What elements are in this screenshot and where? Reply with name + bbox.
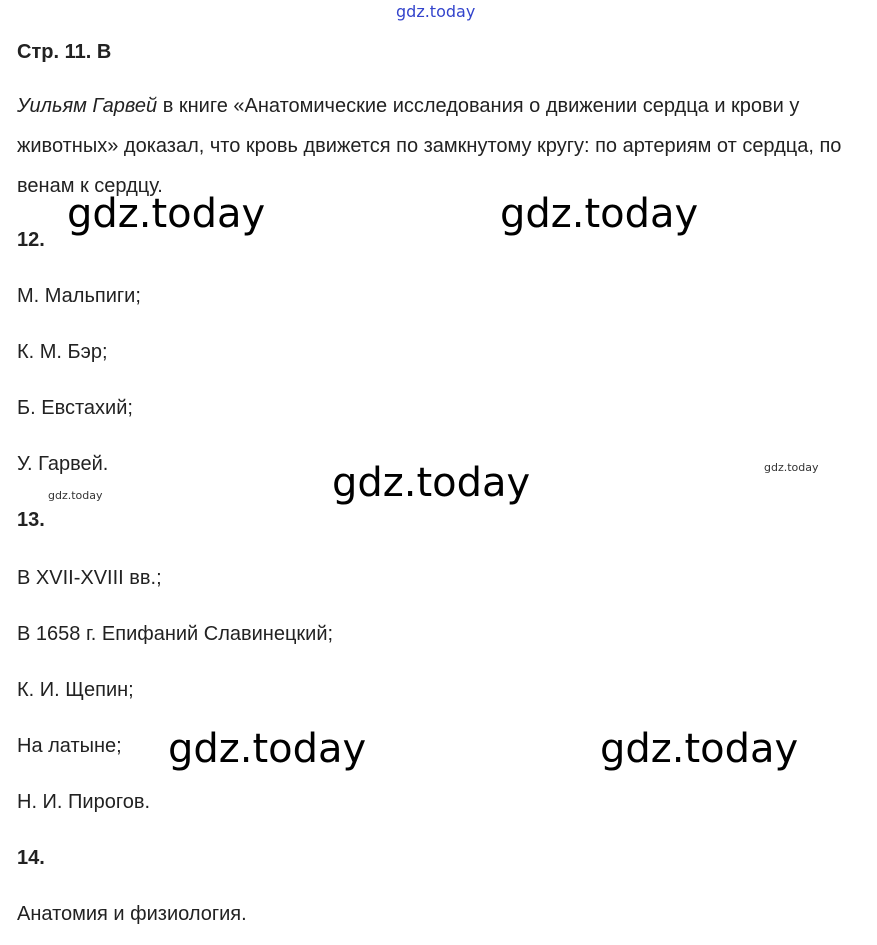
paragraph-text: в книге «Анатомические исследования о движении сердца и крови у животных» доказал, что кровь движется по замкнутому кругу: по артериям от сердца, по венам к сердцу. bbox=[17, 95, 842, 197]
watermark-top: gdz.today bbox=[396, 2, 476, 21]
watermark: gdz.today bbox=[67, 191, 266, 237]
author-name: Уильям Гарвей bbox=[17, 95, 158, 117]
list-item: У. Гарвей. bbox=[17, 453, 109, 475]
list-item: Н. И. Пирогов. bbox=[17, 791, 150, 813]
watermark-small: gdz.today bbox=[764, 461, 819, 474]
list-item: В XVII-XVIII вв.; bbox=[17, 567, 162, 589]
watermark: gdz.today bbox=[332, 460, 531, 506]
list-item: К. И. Щепин; bbox=[17, 679, 134, 701]
list-item: Анатомия и физиология. bbox=[17, 903, 247, 925]
intro-paragraph bbox=[17, 86, 867, 206]
watermark: gdz.today bbox=[600, 726, 799, 772]
watermark: gdz.today bbox=[168, 726, 367, 772]
section-number: 14. bbox=[17, 847, 45, 869]
list-item: М. Мальпиги; bbox=[17, 285, 141, 307]
watermark: gdz.today bbox=[500, 191, 699, 237]
page-heading: Стр. 11. В bbox=[17, 41, 112, 63]
watermark-small: gdz.today bbox=[48, 489, 103, 502]
section-number: 12. bbox=[17, 229, 45, 251]
list-item: К. М. Бэр; bbox=[17, 341, 108, 363]
list-item: На латыне; bbox=[17, 735, 122, 757]
section-number: 13. bbox=[17, 509, 45, 531]
list-item: В 1658 г. Епифаний Славинецкий; bbox=[17, 623, 334, 645]
list-item: Б. Евстахий; bbox=[17, 397, 133, 419]
